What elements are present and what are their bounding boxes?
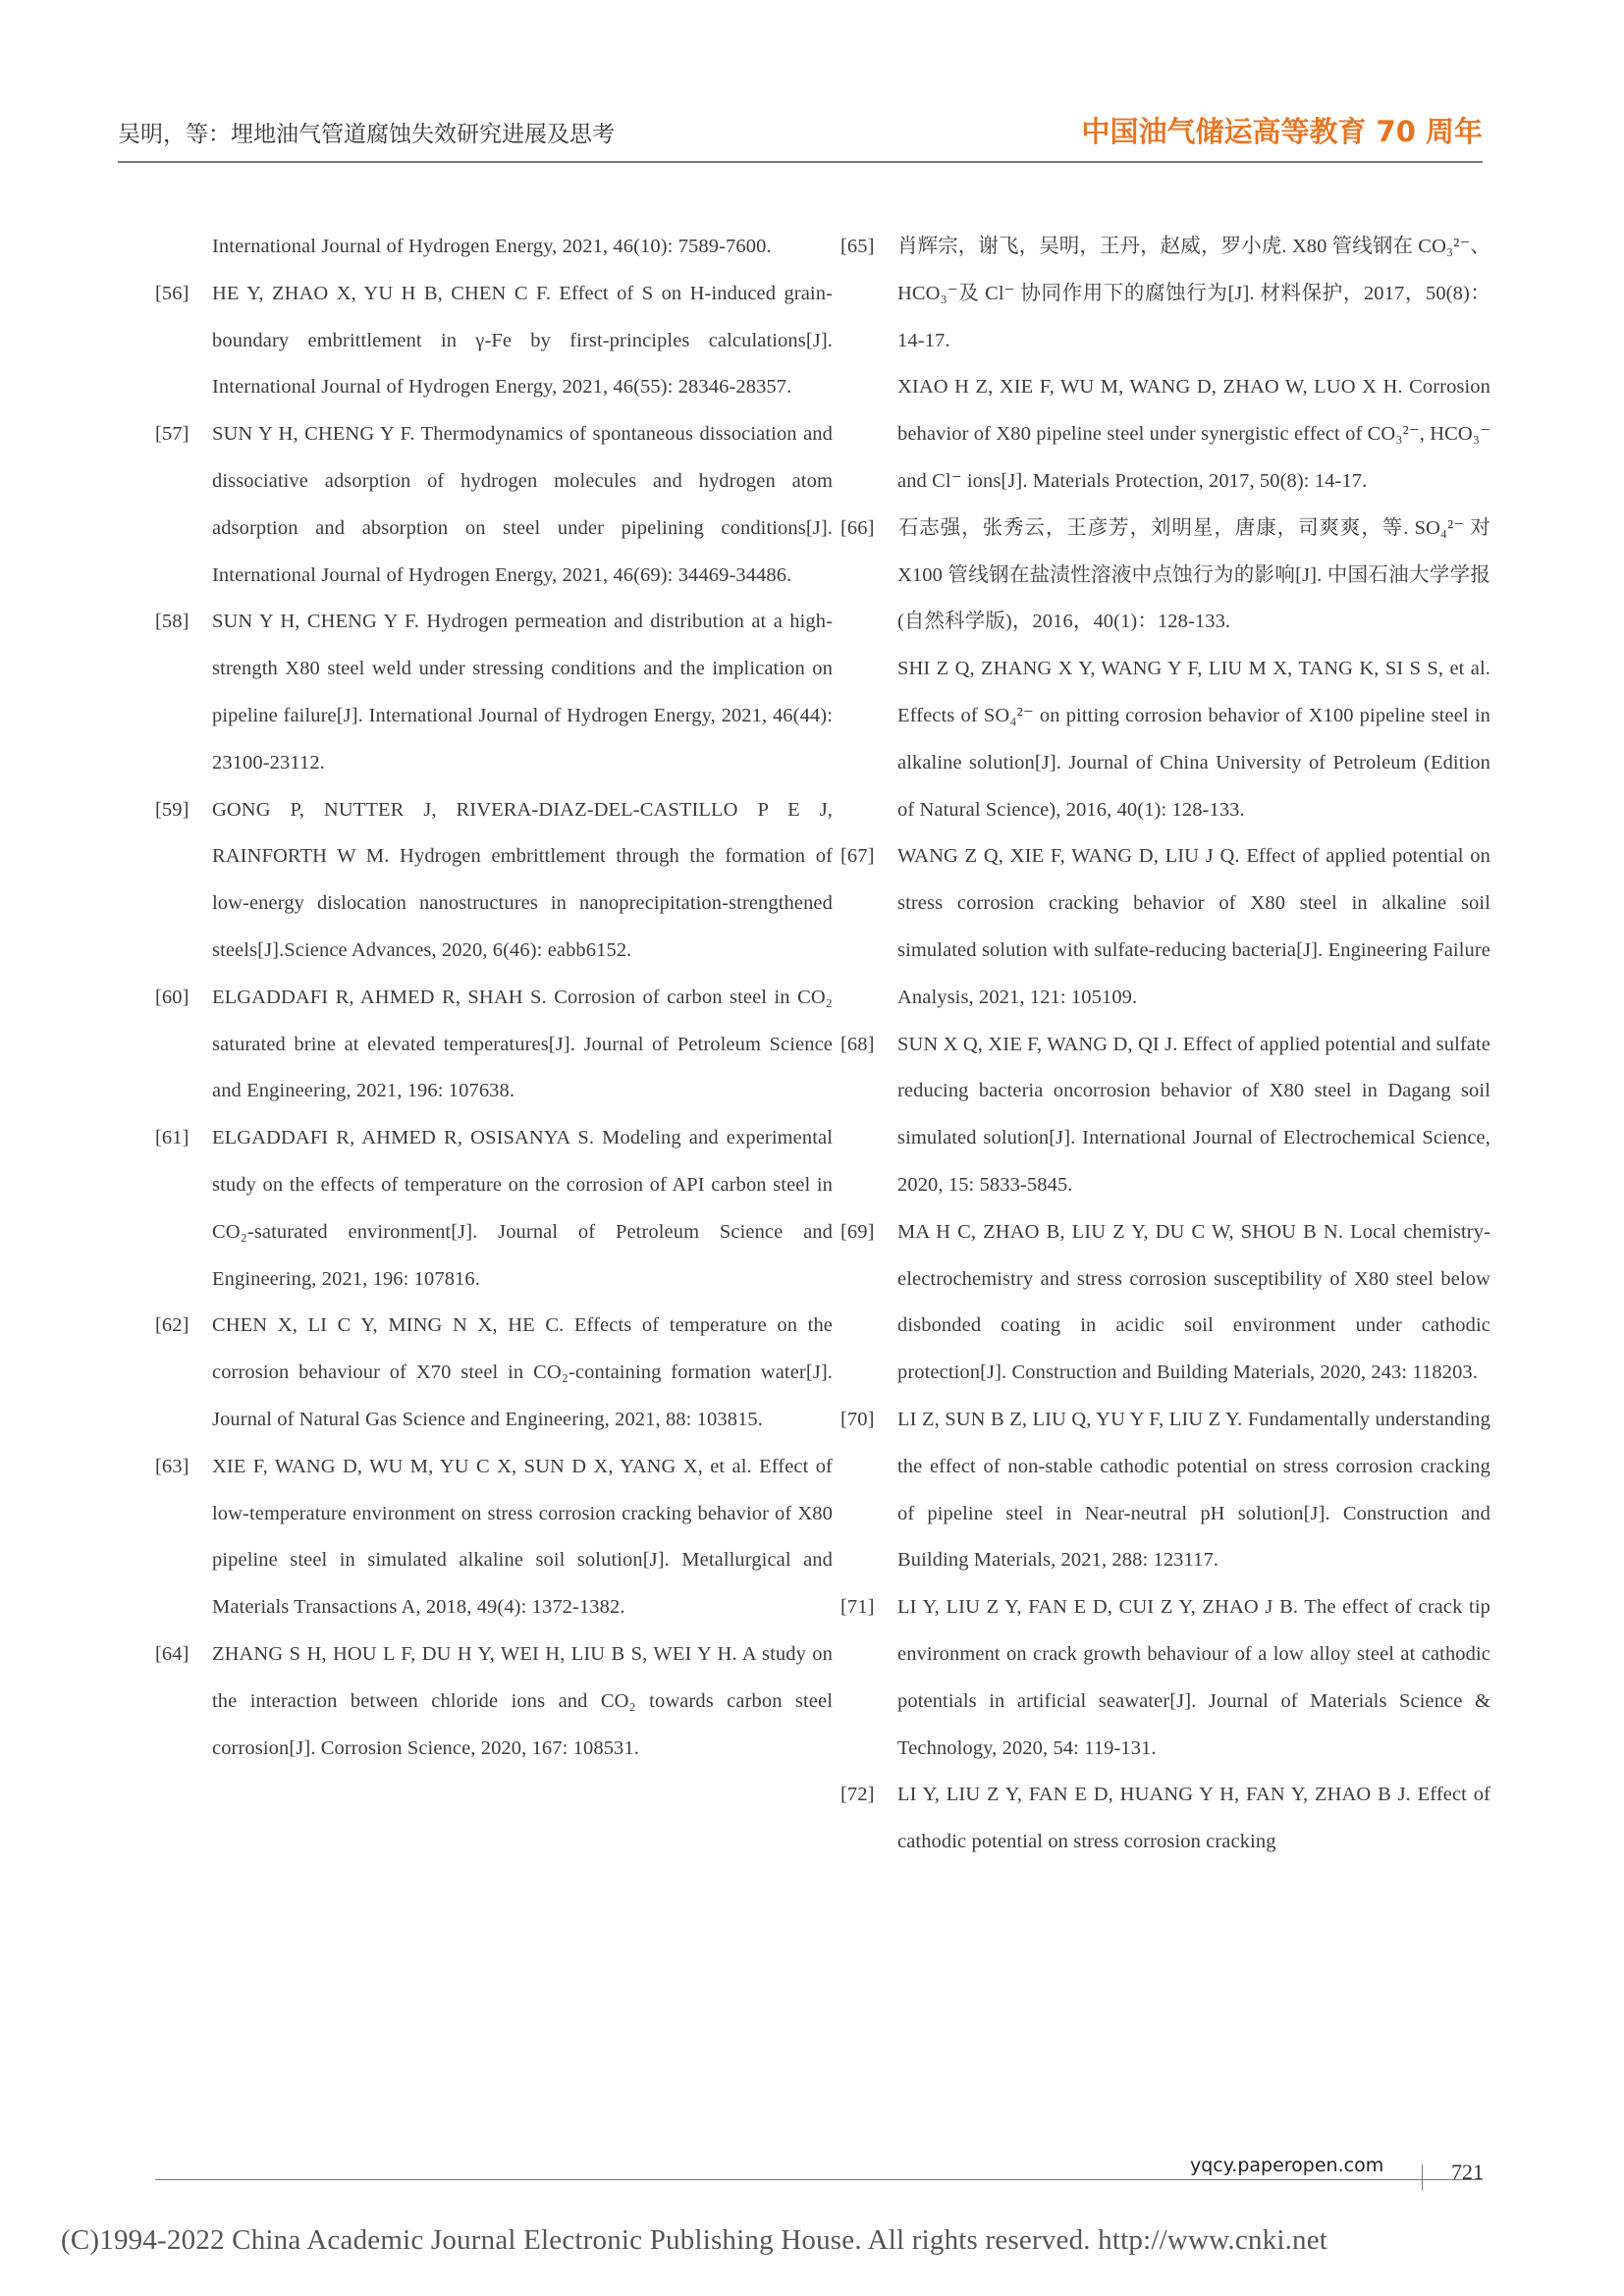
reference-item bbox=[840, 224, 1490, 364]
reference-text: ELGADDAFI R, AHMED R, SHAH S. Corrosion of carbon steel in CO₂ saturated brine at elevated temperatures[J]. Journal of Petroleum Science and Engineering, 2021, 196: 107638. bbox=[212, 986, 833, 1102]
reference-item bbox=[840, 1209, 1490, 1397]
reference-text: WANG Z Q, XIE F, WANG D, LIU J Q. Effect of applied potential on stress corrosion cracking behavior of X80 steel in alkaline soil simulated solution with sulfate-reducing bacteria[J]. Engineering Failure Analysis, 2021, 121: 105109. bbox=[897, 845, 1490, 1008]
reference-item-translation bbox=[840, 646, 1490, 833]
reference-item bbox=[155, 1444, 833, 1631]
reference-item bbox=[840, 833, 1490, 1021]
reference-number: [65] bbox=[840, 236, 875, 257]
journal-url: yqcy.paperopen.com bbox=[1190, 2155, 1384, 2176]
reference-number: [68] bbox=[840, 1033, 875, 1055]
reference-text: HE Y, ZHAO X, YU H B, CHEN C F. Effect of S on H-induced grain-boundary embrittlement in γ-Fe by first-principles calculations[J]. International Journal of Hydrogen Energy, 2021, 46(55): 28346-28357. bbox=[212, 282, 833, 399]
footer-divider bbox=[1422, 2164, 1423, 2190]
reference-item bbox=[155, 1115, 833, 1303]
header-rule bbox=[118, 161, 1483, 163]
reference-text: LI Y, LIU Z Y, FAN E D, CUI Z Y, ZHAO J B. The effect of crack tip environment on crack growth behaviour of a low alloy steel at cathodic potentials in artificial seawater[J]. Journal of Materials Science & Technology, 2020, 54: 119-131. bbox=[897, 1596, 1490, 1759]
reference-number: [64] bbox=[155, 1642, 189, 1665]
reference-item bbox=[155, 411, 833, 599]
reference-number: [57] bbox=[155, 423, 189, 446]
reference-text: CHEN X, LI C Y, MING N X, HE C. Effects of temperature on the corrosion behaviour of X70 steel in CO₂-containing formation water[J]. Journal of Natural Gas Science and Engineering, 2021, 88: 103815. bbox=[212, 1314, 833, 1430]
reference-number: [60] bbox=[155, 986, 189, 1008]
reference-text: SUN X Q, XIE F, WANG D, QI J. Effect of applied potential and sulfate reducing bacteria oncorrosion behavior of X80 steel in Dagang soil simulated solution[J]. International Journal of Electrochemical Science, 2020, 15: 5833-5845. bbox=[897, 1033, 1490, 1196]
reference-column-right bbox=[840, 224, 1490, 1866]
reference-text: International Journal of Hydrogen Energy, 2021, 46(10): 7589-7600. bbox=[212, 236, 772, 257]
reference-number: [66] bbox=[840, 516, 875, 539]
running-header bbox=[118, 110, 1483, 159]
reference-text: ZHANG S H, HOU L F, DU H Y, WEI H, LIU B S, WEI Y H. A study on the interaction between chloride ions and CO₂ towards carbon steel corrosion[J]. Corrosion Science, 2020, 167: 108531. bbox=[212, 1642, 833, 1759]
reference-number: [63] bbox=[155, 1455, 189, 1477]
reference-number: [72] bbox=[840, 1784, 875, 1806]
reference-text: SUN Y H, CHENG Y F. Thermodynamics of spontaneous dissociation and dissociative adsorption of hydrogen molecules and hydrogen atom adsorption and absorption on steel under pipelining conditions[J]. International Journal of Hydrogen Energy, 2021, 46(69): 34469-34486. bbox=[212, 423, 833, 586]
reference-number: [70] bbox=[840, 1408, 875, 1430]
reference-item bbox=[155, 1303, 833, 1443]
reference-number: [71] bbox=[840, 1596, 875, 1619]
reference-text: 肖辉宗，谢飞，吴明，王丹，赵威，罗小虎. X80 管线钢在 CO₃²⁻、HCO₃⁻及 Cl⁻ 协同作用下的腐蚀行为[J]. 材料保护，2017，50(8)：14-17. bbox=[897, 236, 1490, 351]
reference-number: [69] bbox=[840, 1220, 875, 1243]
reference-number: [62] bbox=[155, 1314, 189, 1337]
reference-item bbox=[155, 787, 833, 975]
header-anniversary-title: 中国油气储运高等教育 70 周年 bbox=[1081, 115, 1483, 148]
footer-rule bbox=[155, 2179, 1483, 2180]
reference-item bbox=[840, 1022, 1490, 1209]
reference-item-translation bbox=[840, 364, 1490, 505]
reference-text: XIAO H Z, XIE F, WU M, WANG D, ZHAO W, LUO X H. Corrosion behavior of X80 pipeline steel under synergistic effect of CO₃²⁻, HCO₃⁻ and Cl⁻ ions[J]. Materials Protection, 2017, 50(8): 14-17. bbox=[897, 376, 1490, 492]
reference-item bbox=[155, 975, 833, 1115]
reference-text: GONG P, NUTTER J, RIVERA-DIAZ-DEL-CASTILLO P E J, RAINFORTH W M. Hydrogen embrittlement through the formation of low-energy dislocation nanostructures in nanoprecipitation-strengthened steels[J].Science Advances, 2020, 6(46): eabb6152. bbox=[212, 798, 833, 961]
reference-text: MA H C, ZHAO B, LIU Z Y, DU C W, SHOU B N. Local chemistry-electrochemistry and stress corrosion susceptibility of X80 steel below disbonded coating in acidic soil environment under cathodic protection[J]. Construction and Building Materials, 2020, 243: 118203. bbox=[897, 1220, 1490, 1384]
reference-item bbox=[840, 1397, 1490, 1584]
reference-number: [61] bbox=[155, 1127, 189, 1149]
reference-item bbox=[840, 506, 1490, 646]
reference-item bbox=[155, 271, 833, 411]
reference-text: ELGADDAFI R, AHMED R, OSISANYA S. Modeling and experimental study on the effects of temperature on the corrosion of API carbon steel in CO₂-saturated environment[J]. Journal of Petroleum Science and Engineering, 2021, 196: 107816. bbox=[212, 1127, 833, 1290]
reference-item bbox=[155, 1631, 833, 1772]
reference-text: SUN Y H, CHENG Y F. Hydrogen permeation and distribution at a high-strength X80 steel weld under stressing conditions and the implication on pipeline failure[J]. International Journal of Hydrogen Energy, 2021, 46(44): 23100-23112. bbox=[212, 611, 833, 774]
reference-text: LI Y, LIU Z Y, FAN E D, HUANG Y H, FAN Y, ZHAO B J. Effect of cathodic potential on stress corrosion cracking bbox=[897, 1784, 1490, 1853]
reference-column-left bbox=[155, 224, 833, 1772]
reference-text: SHI Z Q, ZHANG X Y, WANG Y F, LIU M X, TANG K, SI S S, et al. Effects of SO₄²⁻ on pitting corrosion behavior of X100 pipeline steel in alkaline solution[J]. Journal of China University of Petroleum (Edition of Natural Science), 2016, 40(1): 128-133. bbox=[897, 658, 1490, 821]
reference-item bbox=[840, 1772, 1490, 1866]
reference-number: [56] bbox=[155, 282, 189, 304]
reference-item bbox=[155, 599, 833, 786]
reference-number: [58] bbox=[155, 611, 189, 633]
copyright-notice: (C)1994-2022 China Academic Journal Electronic Publishing House. All rights reserved. http://www.cnki.net bbox=[61, 2224, 1328, 2256]
reference-text: LI Z, SUN B Z, LIU Q, YU Y F, LIU Z Y. Fundamentally understanding the effect of non-stable cathodic potential on stress corrosion cracking of pipeline steel in Near-neutral pH solution[J]. Construction and Building Materials, 2021, 288: 123117. bbox=[897, 1408, 1490, 1572]
reference-text: XIE F, WANG D, WU M, YU C X, SUN D X, YANG X, et al. Effect of low-temperature environment on stress corrosion cracking behavior of X80 pipeline steel in simulated alkaline soil solution[J]. Metallurgical and Materials Transactions A, 2018, 49(4): 1372-1382. bbox=[212, 1455, 833, 1619]
header-authors-title: 吴明，等：埋地油气管道腐蚀失效研究进展及思考 bbox=[118, 122, 615, 147]
reference-item bbox=[155, 224, 833, 271]
reference-item bbox=[840, 1584, 1490, 1772]
reference-text: 石志强，张秀云，王彦芳，刘明星，唐康，司爽爽，等. SO₄²⁻ 对 X100 管线钢在盐渍性溶液中点蚀行为的影响[J]. 中国石油大学学报(自然科学版)，2016，40(1)：128-133. bbox=[897, 516, 1490, 633]
reference-number: [67] bbox=[840, 845, 875, 868]
page-number: 721 bbox=[1451, 2160, 1484, 2184]
reference-number: [59] bbox=[155, 798, 189, 821]
